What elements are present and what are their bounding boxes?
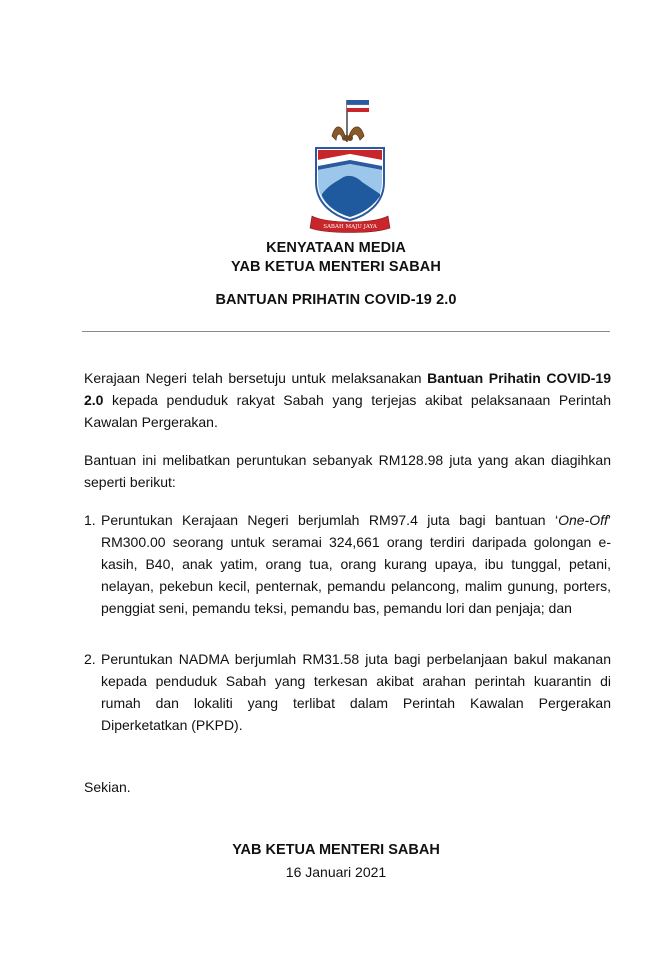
list-item-text (101, 509, 611, 619)
header-subject: BANTUAN PRIHATIN COVID-19 2.0 (215, 292, 457, 308)
list-item-italic: One-Off (558, 512, 608, 528)
closing-text: Sekian. (84, 779, 131, 795)
paragraph-allocation: Bantuan ini melibatkan peruntukan sebanyak RM128.98 juta yang akan diagihkan seperti berikut: (84, 452, 611, 490)
crest-motto: SABAH MAJU JAYA (323, 224, 377, 230)
list-item-pre: Peruntukan Kerajaan Negeri berjumlah RM97.4 juta bagi bantuan ‘ (101, 512, 559, 528)
paragraph-intro-post: kepada penduduk rakyat Sabah yang terjejas akibat pelaksanaan Perintah Kawalan Pergerakan. (84, 392, 611, 430)
paragraph-intro-bold: Bantuan Prihatin COVID-19 2.0 (84, 370, 611, 408)
signature-title: YAB KETUA MENTERI SABAH (232, 842, 440, 858)
paragraph-intro-pre: Kerajaan Negeri telah bersetuju untuk melaksanakan (84, 370, 428, 386)
paragraph-intro (84, 367, 611, 433)
header-line2: YAB KETUA MENTERI SABAH (231, 259, 441, 275)
list-item-number: 1. (84, 512, 96, 528)
signature-date: 16 Januari 2021 (285, 864, 387, 880)
list-item-post: ’ RM300.00 seorang untuk seramai 324,661 orang terdiri daripada golongan e-kasih, B40, anak yatim, orang tua, orang kurang upaya, ibu tunggal, petani, nelayan, pekebun kecil, penternak, pemandu pelancong, malim gunung, porters, penggiat seni, pemandu teksi, pemandu bas, pemandu lori dan penjaja; dan (101, 512, 611, 616)
header-line1: KENYATAAN MEDIA (266, 240, 406, 256)
sabah-crest-icon (302, 96, 398, 236)
list-item-number: 2. (84, 651, 96, 667)
header-divider (82, 331, 610, 332)
list-item-text: Peruntukan NADMA berjumlah RM31.58 juta bagi perbelanjaan bakul makanan kepada penduduk Sabah yang terkesan akibat arahan perintah kuarantin di rumah dan lokaliti yang terlibat dalam Perintah Kawalan Pergerakan Diperketatkan (PKPD). (101, 651, 611, 733)
